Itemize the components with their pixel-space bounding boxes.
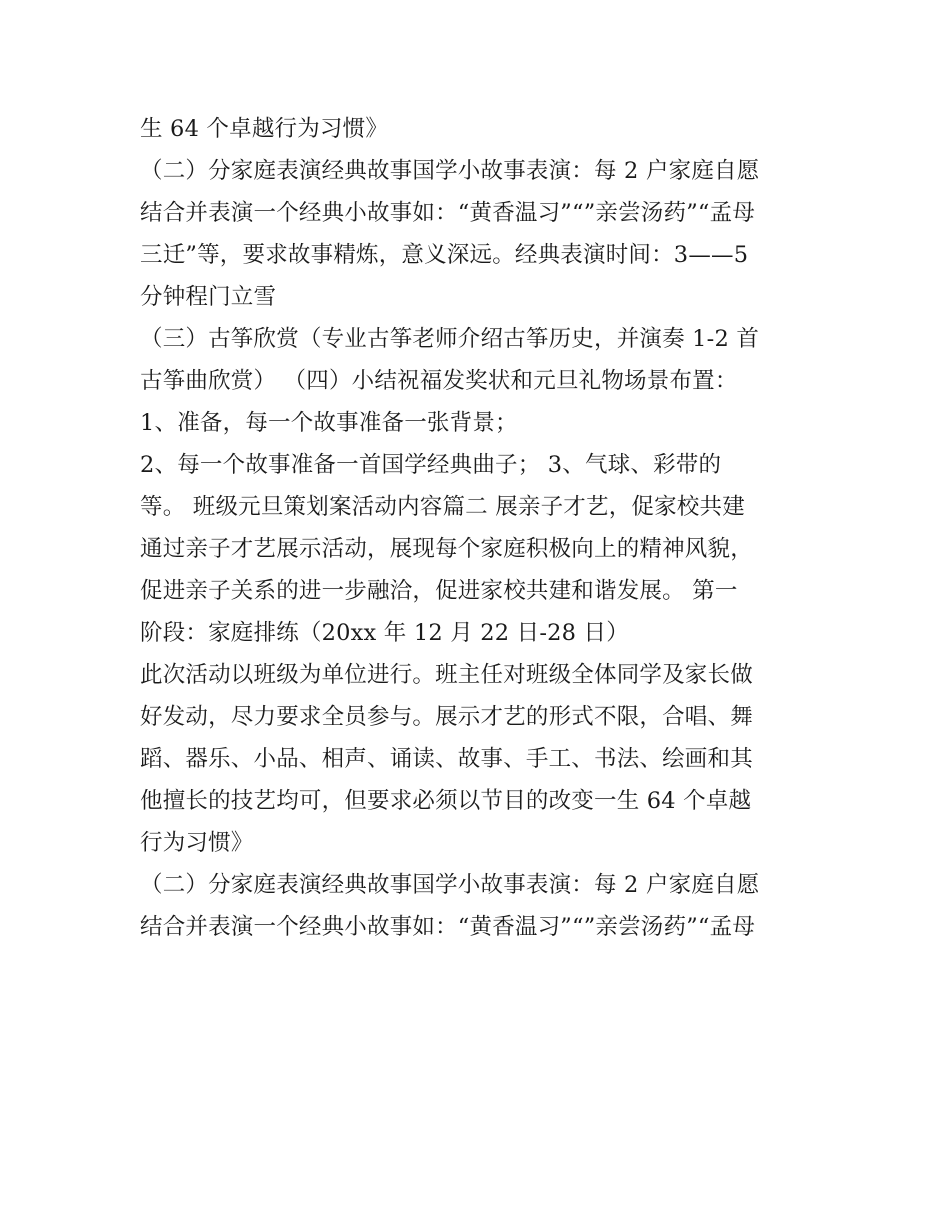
text-line: 生 64 个卓越行为习惯》 (140, 116, 389, 142)
text-line: 他擅长的技艺均可，但要求必须以节目的改变一生 64 个卓越 (140, 788, 752, 814)
text-line: 古筝曲欣赏） （四）小结祝福发奖状和元旦礼物场景布置： (140, 368, 738, 394)
text-line: 2、每一个故事准备一首国学经典曲子； 3、气球、彩带的 (140, 452, 722, 478)
text-line: 分钟程门立雪 (140, 284, 277, 310)
document-body (140, 108, 830, 948)
text-line: （三）古筝欣赏（专业古筝老师介绍古筝历史，并演奏 1-2 首 (140, 326, 760, 352)
text-line: 结合并表演一个经典小故事如：“黄香温习”“”亲尝汤药”“孟母 (140, 914, 756, 940)
text-line: 行为习惯》 (140, 830, 254, 856)
text-line: 好发动，尽力要求全员参与。展示才艺的形式不限，合唱、舞 (140, 704, 753, 730)
text-line: （二）分家庭表演经典故事国学小故事表演：每 2 户家庭自愿 (140, 158, 760, 184)
text-line: 此次活动以班级为单位进行。班主任对班级全体同学及家长做 (140, 662, 753, 688)
text-line: （二）分家庭表演经典故事国学小故事表演：每 2 户家庭自愿 (140, 872, 760, 898)
text-line: 阶段：家庭排练（20xx 年 12 月 22 日-28 日） (140, 620, 629, 646)
text-line: 通过亲子才艺展示活动，展现每个家庭积极向上的精神风貌， (140, 536, 753, 562)
text-line: 结合并表演一个经典小故事如：“黄香温习”“”亲尝汤药”“孟母 (140, 200, 756, 226)
text-line: 蹈、器乐、小品、相声、诵读、故事、手工、书法、绘画和其 (140, 746, 753, 772)
text-line: 等。 班级元旦策划案活动内容篇二 展亲子才艺，促家校共建 (140, 494, 745, 520)
text-line: 1、准备，每一个故事准备一张背景； (140, 410, 518, 436)
text-line: 促进亲子关系的进一步融洽，促进家校共建和谐发展。 第一 (140, 578, 738, 604)
text-line: 三迁”等，要求故事精炼，意义深远。经典表演时间：3——5 (140, 242, 749, 268)
